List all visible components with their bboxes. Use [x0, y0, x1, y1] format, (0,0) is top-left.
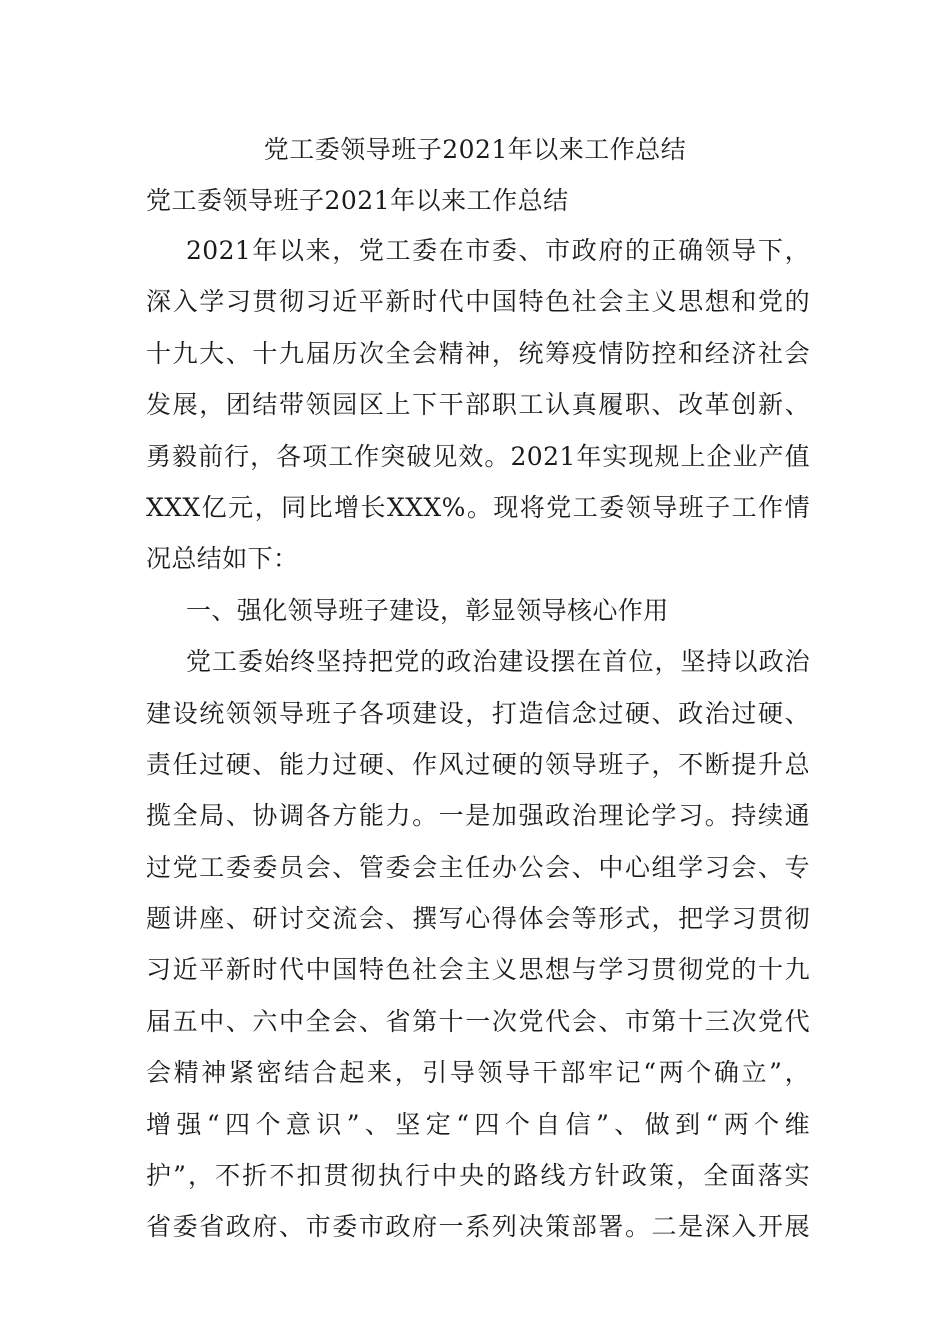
paragraph-line: 省委省政府、市委市政府一系列决策部署。二是深入开展: [146, 1212, 810, 1242]
paragraph-line: 过党工委委员会、管委会主任办公会、中心组学习会、专: [146, 852, 810, 882]
paragraph-line: 发展，团结带领园区上下干部职工认真履职、改革创新、: [146, 390, 810, 420]
paragraph-line: 责任过硬、能力过硬、作风过硬的领导班子，不断提升总: [146, 749, 810, 779]
paragraph-line: 护”，不折不扣贯彻执行中央的路线方针政策，全面落实: [146, 1161, 810, 1191]
document-title: 党工委领导班子2021年以来工作总结: [263, 135, 687, 164]
paragraph-line: 会精神紧密结合起来，引导领导干部牢记“两个确立”，: [146, 1058, 810, 1088]
paragraph-line: 十九大、十九届历次全会精神，统筹疫情防控和经济社会: [146, 338, 810, 368]
document-subtitle: 党工委领导班子2021年以来工作总结: [146, 186, 569, 215]
paragraph-line: 2021年以来，党工委在市委、市政府的正确领导下，: [186, 236, 810, 265]
paragraph-line: 建设统领领导班子各项建设，打造信念过硬、政治过硬、: [146, 698, 810, 728]
section-heading: 一、强化领导班子建设，彰显领导核心作用: [186, 595, 669, 625]
paragraph-line: XXX亿元，同比增长XXX%。现将党工委领导班子工作情: [146, 492, 810, 522]
paragraph-line: 题讲座、研讨交流会、撰写心得体会等形式，把学习贯彻: [146, 904, 810, 934]
paragraph-line: 增强“四个意识”、坚定“四个自信”、做到“两个维: [146, 1109, 810, 1139]
paragraph-line: 况总结如下：: [146, 544, 299, 574]
document-body: [146, 229, 810, 1257]
paragraph-line: 习近平新时代中国特色社会主义思想与学习贯彻党的十九: [146, 955, 810, 985]
paragraph-line: 党工委始终坚持把党的政治建设摆在首位，坚持以政治: [186, 647, 810, 677]
paragraph-line: 深入学习贯彻习近平新时代中国特色社会主义思想和党的: [146, 287, 810, 317]
paragraph-line: 届五中、六中全会、省第十一次党代会、市第十三次党代: [146, 1006, 810, 1036]
paragraph-line: 揽全局、协调各方能力。一是加强政治理论学习。持续通: [146, 801, 810, 831]
paragraph-line: 勇毅前行，各项工作突破见效。2021年实现规上企业产值: [146, 441, 810, 471]
